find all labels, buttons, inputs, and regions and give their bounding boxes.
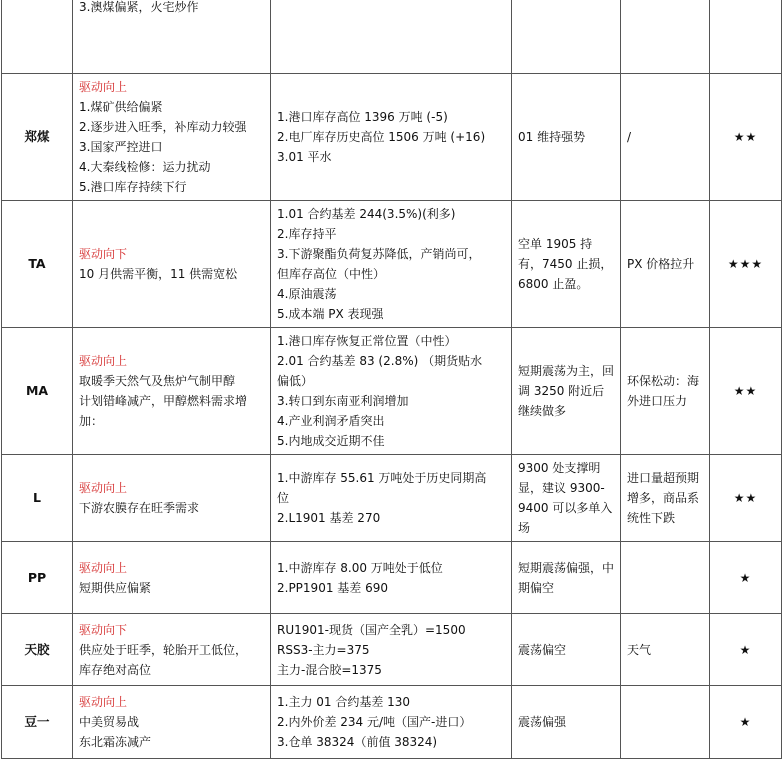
data-line: 3.下游聚酯负荷复苏降低，产销尚可，	[277, 247, 481, 261]
rating-stars: ★★	[710, 455, 782, 542]
strategy-text: 01 维持强势	[518, 130, 586, 144]
data-cell	[271, 614, 512, 686]
data-line: 2.01 合约基差 83 (2.8%) （期货贴水	[277, 354, 483, 368]
drive-line: 供应处于旺季，轮胎开工低位，	[79, 642, 248, 657]
drive-cell	[73, 0, 271, 74]
risk-text: /	[627, 130, 632, 144]
drive-cell	[73, 328, 271, 455]
strategy-cell	[512, 455, 621, 542]
strategy-cell	[512, 686, 621, 759]
data-cell	[271, 455, 512, 542]
strategy-cell	[512, 201, 621, 328]
risk-cell	[621, 201, 710, 328]
data-line: 1.中游库存 55.61 万吨处于历史同期高	[277, 471, 487, 485]
risk-cell	[621, 686, 710, 759]
drive-line: 加：	[79, 414, 104, 428]
data-cell	[271, 201, 512, 328]
data-line: 1.中游库存 8.00 万吨处于低位	[277, 560, 443, 575]
data-line: 5.内地成交近期不佳	[277, 434, 385, 448]
strategy-text: 9300 处支撑明显，建议 9300-9400 可以多单入场	[518, 461, 613, 535]
table-row	[2, 328, 782, 455]
drive-line: 下游农膜存在旺季需求	[79, 501, 200, 515]
data-cell	[271, 0, 512, 74]
strategy-text: 空单 1905 持有，7450 止损，6800 止盈。	[518, 237, 613, 291]
drive-line: 取暖季天然气及焦炉气制甲醇	[79, 374, 236, 388]
data-line: 1.主力 01 合约基差 130	[277, 695, 411, 709]
table-row	[2, 0, 782, 74]
product-name: 天胶	[2, 614, 73, 686]
drive-line: 5.港口库存持续下行	[79, 180, 187, 194]
drive-direction: 驱动向上	[79, 695, 128, 709]
risk-text: 进口量超预期增多，商品系统性下跌	[627, 471, 700, 525]
drive-line: 2.逐步进入旺季，补库动力较强	[79, 120, 247, 134]
drive-line: 中美贸易战	[79, 715, 140, 729]
table-row	[2, 542, 782, 614]
strategy-cell	[512, 542, 621, 614]
product-name: PP	[2, 542, 73, 614]
risk-cell	[621, 542, 710, 614]
data-line: 位	[277, 491, 290, 505]
drive-line: 1.煤矿供给偏紧	[79, 100, 163, 114]
data-line: 但库存高位（中性）	[277, 267, 386, 281]
data-line: 3.转口到东南亚利润增加	[277, 394, 409, 408]
table-row	[2, 74, 782, 201]
risk-cell	[621, 0, 710, 74]
data-line: 1.港口库存高位 1396 万吨 (-5)	[277, 110, 448, 124]
data-line: 3.仓单 38324（前值 38324)	[277, 735, 438, 749]
strategy-cell	[512, 614, 621, 686]
product-name	[2, 0, 73, 74]
table-row	[2, 455, 782, 542]
drive-direction: 驱动向上	[79, 481, 128, 495]
risk-cell	[621, 328, 710, 455]
data-line: RU1901-现货（国产全乳）=1500	[277, 622, 466, 637]
strategy-text: 短期震荡为主，回调 3250 附近后继续做多	[518, 364, 615, 418]
risk-text: 天气	[627, 642, 652, 657]
drive-direction: 驱动向上	[79, 354, 128, 368]
drive-line: 计划错峰减产，甲醇燃料需求增	[79, 394, 248, 408]
data-line: 1.港口库存恢复正常位置（中性）	[277, 334, 457, 348]
data-cell	[271, 74, 512, 201]
data-line: 3.01 平水	[277, 150, 332, 164]
data-line: 1.01 合约基差 244(3.5%)(利多)	[277, 207, 456, 221]
risk-cell	[621, 455, 710, 542]
drive-line: 3.国家严控进口	[79, 140, 163, 154]
data-line: 4.产业利润矛盾突出	[277, 414, 385, 428]
table-row	[2, 201, 782, 328]
risk-cell	[621, 614, 710, 686]
product-name: 豆一	[2, 686, 73, 759]
drive-cell	[73, 74, 271, 201]
drive-direction: 驱动向下	[79, 622, 128, 637]
drive-line: 东北霜冻减产	[79, 735, 152, 749]
strategy-text: 震荡偏空	[518, 642, 567, 657]
data-cell	[271, 328, 512, 455]
drive-direction: 驱动向上	[79, 560, 128, 575]
rating-stars	[710, 0, 782, 74]
strategy-cell	[512, 328, 621, 455]
strategy-text: 短期震荡偏强，中期偏空	[518, 560, 615, 595]
table-row	[2, 686, 782, 759]
rating-stars: ★★★	[710, 201, 782, 328]
risk-text: 环保松动：海外进口压力	[627, 374, 700, 408]
strategy-cell	[512, 74, 621, 201]
data-line: 主力-混合胶=1375	[277, 662, 382, 677]
strategy-cell	[512, 0, 621, 74]
data-line: 2.内外价差 234 元/吨（国产-进口）	[277, 715, 472, 729]
product-name: 郑煤	[2, 74, 73, 201]
drive-line: 短期供应偏紧	[79, 580, 152, 595]
data-line: 5.成本端 PX 表现强	[277, 307, 384, 321]
drive-cell	[73, 201, 271, 328]
table-row	[2, 614, 782, 686]
drive-cell	[73, 542, 271, 614]
data-line: 2.L1901 基差 270	[277, 511, 381, 525]
drive-line: 10 月供需平衡，11 供需宽松	[79, 267, 238, 281]
drive-line: 4.大秦线检修：运力扰动	[79, 160, 211, 174]
drive-cell	[73, 686, 271, 759]
product-name: TA	[2, 201, 73, 328]
data-line: 4.原油震荡	[277, 287, 337, 301]
product-name: L	[2, 455, 73, 542]
market-summary-table	[1, 0, 782, 759]
strategy-text: 震荡偏强	[518, 715, 567, 729]
data-cell	[271, 686, 512, 759]
rating-stars: ★★	[710, 74, 782, 201]
data-line: 2.电厂库存历史高位 1506 万吨 (+16)	[277, 130, 486, 144]
drive-direction: 驱动向上	[79, 80, 128, 94]
rating-stars: ★	[710, 686, 782, 759]
drive-line: 库存绝对高位	[79, 662, 152, 677]
risk-cell	[621, 74, 710, 201]
drive-direction: 驱动向下	[79, 247, 128, 261]
drive-line: 3.澳煤偏紧，火宅炒作	[79, 0, 199, 14]
data-line: RSS3-主力=375	[277, 642, 370, 657]
rating-stars: ★	[710, 542, 782, 614]
rating-stars: ★	[710, 614, 782, 686]
drive-cell	[73, 614, 271, 686]
data-cell	[271, 542, 512, 614]
drive-cell	[73, 455, 271, 542]
data-line: 2.PP1901 基差 690	[277, 580, 388, 595]
product-name: MA	[2, 328, 73, 455]
risk-text: PX 价格拉升	[627, 257, 695, 271]
data-line: 2.库存持平	[277, 227, 337, 241]
rating-stars: ★★	[710, 328, 782, 455]
data-line: 偏低）	[277, 374, 314, 388]
